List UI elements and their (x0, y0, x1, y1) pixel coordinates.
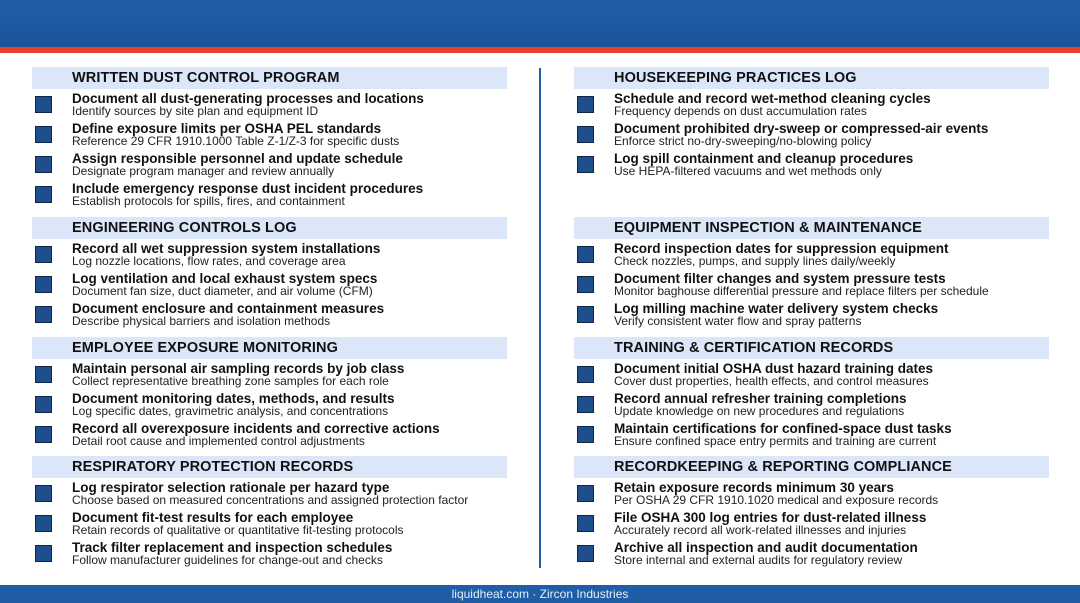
checkbox[interactable] (577, 246, 594, 263)
section-written-dust-control-program (32, 67, 507, 209)
section-respiratory-protection-records (32, 456, 507, 568)
checkbox[interactable] (35, 126, 52, 143)
checkbox[interactable] (35, 545, 52, 562)
checkbox[interactable] (35, 246, 52, 263)
checklist-item (32, 299, 507, 329)
checklist-item (574, 389, 1049, 419)
item-title: Maintain certifications for confined-space dust tasks (614, 421, 952, 436)
item-description: Cover dust properties, health effects, and control measures (614, 374, 929, 388)
checklist-item (574, 119, 1049, 149)
item-title: Document enclosure and containment measures (72, 301, 385, 316)
item-title: Maintain personal air sampling records by job class (72, 361, 405, 376)
checklist-item (574, 538, 1049, 568)
item-title: Log spill containment and cleanup procedures (614, 151, 914, 166)
checkbox[interactable] (35, 426, 52, 443)
section-housekeeping-practices-log (574, 67, 1049, 179)
checklist-item (32, 149, 507, 179)
checkbox[interactable] (577, 396, 594, 413)
checklist-item (32, 538, 507, 568)
checklist-item (574, 419, 1049, 449)
checklist-item (32, 119, 507, 149)
section-title: RESPIRATORY PROTECTION RECORDS (32, 456, 507, 478)
item-description: Log specific dates, gravimetric analysis, and concentrations (72, 404, 389, 418)
checklist-item (32, 508, 507, 538)
item-description: Identify sources by site plan and equipment ID (72, 104, 319, 118)
checkbox[interactable] (35, 186, 52, 203)
checklist-item (32, 389, 507, 419)
checklist-item (32, 419, 507, 449)
item-title: Track filter replacement and inspection schedules (72, 540, 393, 555)
item-title: Record inspection dates for suppression equipment (614, 241, 949, 256)
item-title: Record all wet suppression system installations (72, 241, 381, 256)
item-description: Update knowledge on new procedures and regulations (614, 404, 905, 418)
checklist-item (574, 478, 1049, 508)
checkbox[interactable] (577, 366, 594, 383)
checkbox[interactable] (577, 485, 594, 502)
checkbox[interactable] (35, 156, 52, 173)
item-title: Log milling machine water delivery system checks (614, 301, 939, 316)
checklist-item (574, 359, 1049, 389)
item-title: Retain exposure records minimum 30 years (614, 480, 894, 495)
item-description: Use HEPA-filtered vacuums and wet methods only (614, 164, 882, 178)
item-description: Ensure confined space entry permits and training are current (614, 434, 937, 448)
item-description: Follow manufacturer guidelines for change-out and checks (72, 553, 383, 567)
checkbox[interactable] (35, 485, 52, 502)
item-description: Describe physical barriers and isolation methods (72, 314, 331, 328)
checklist-item (574, 508, 1049, 538)
checkbox[interactable] (577, 156, 594, 173)
item-description: Designate program manager and review annually (72, 164, 335, 178)
item-title: Document initial OSHA dust hazard training dates (614, 361, 934, 376)
section-title: WRITTEN DUST CONTROL PROGRAM (32, 67, 507, 89)
item-description: Choose based on measured concentrations and assigned protection factor (72, 493, 469, 507)
checkbox[interactable] (577, 126, 594, 143)
top-header-band (0, 0, 1080, 47)
section-equipment-inspection-maintenance (574, 217, 1049, 329)
item-description: Enforce strict no-dry-sweeping/no-blowing policy (614, 134, 872, 148)
item-description: Reference 29 CFR 1910.1000 Table Z-1/Z-3 for specific dusts (72, 134, 400, 148)
checklist-item (32, 179, 507, 209)
checkbox[interactable] (35, 366, 52, 383)
item-description: Document fan size, duct diameter, and air volume (CFM) (72, 284, 373, 298)
footer-credit: liquidheat.com · Zircon Industries (0, 585, 1080, 603)
item-description: Check nozzles, pumps, and supply lines daily/weekly (614, 254, 896, 268)
checkbox[interactable] (35, 96, 52, 113)
section-employee-exposure-monitoring (32, 337, 507, 449)
checklist-item (574, 149, 1049, 179)
checkbox[interactable] (35, 396, 52, 413)
checkbox[interactable] (577, 426, 594, 443)
section-title: TRAINING & CERTIFICATION RECORDS (574, 337, 1049, 359)
checklist-item (574, 269, 1049, 299)
checkbox[interactable] (577, 306, 594, 323)
checklist-item (574, 89, 1049, 119)
column-divider (539, 68, 541, 568)
checklist-item (32, 239, 507, 269)
item-title: Log respirator selection rationale per hazard type (72, 480, 390, 495)
item-description: Accurately record all work-related illnesses and injuries (614, 523, 907, 537)
checkbox[interactable] (577, 96, 594, 113)
checkbox[interactable] (577, 276, 594, 293)
checkbox[interactable] (577, 545, 594, 562)
checkbox[interactable] (35, 306, 52, 323)
section-title: HOUSEKEEPING PRACTICES LOG (574, 67, 1049, 89)
checklist-item (32, 89, 507, 119)
item-title: Schedule and record wet-method cleaning cycles (614, 91, 931, 106)
checkbox[interactable] (577, 515, 594, 532)
item-title: Document fit-test results for each employee (72, 510, 354, 525)
item-description: Store internal and external audits for regulatory review (614, 553, 903, 567)
section-recordkeeping-reporting-compliance (574, 456, 1049, 568)
item-description: Establish protocols for spills, fires, and containment (72, 194, 345, 208)
item-title: Document prohibited dry-sweep or compressed-air events (614, 121, 989, 136)
item-description: Detail root cause and implemented control adjustments (72, 434, 365, 448)
checkbox[interactable] (35, 515, 52, 532)
checkbox[interactable] (35, 276, 52, 293)
header-accent-stripe (0, 47, 1080, 53)
item-title: Assign responsible personnel and update schedule (72, 151, 403, 166)
item-title: Record annual refresher training completions (614, 391, 907, 406)
section-engineering-controls-log (32, 217, 507, 329)
checklist-item (32, 478, 507, 508)
section-title: RECORDKEEPING & REPORTING COMPLIANCE (574, 456, 1049, 478)
section-title: EMPLOYEE EXPOSURE MONITORING (32, 337, 507, 359)
item-description: Retain records of qualitative or quantitative fit-testing protocols (72, 523, 404, 537)
item-title: Document all dust-generating processes and locations (72, 91, 424, 106)
checklist-item (32, 269, 507, 299)
section-title: ENGINEERING CONTROLS LOG (32, 217, 507, 239)
item-title: Define exposure limits per OSHA PEL standards (72, 121, 382, 136)
item-description: Monitor baghouse differential pressure and replace filters per schedule (614, 284, 989, 298)
item-description: Collect representative breathing zone samples for each role (72, 374, 389, 388)
section-training-certification-records (574, 337, 1049, 449)
item-title: File OSHA 300 log entries for dust-related illness (614, 510, 927, 525)
item-description: Frequency depends on dust accumulation rates (614, 104, 867, 118)
item-title: Archive all inspection and audit documentation (614, 540, 918, 555)
item-description: Per OSHA 29 CFR 1910.1020 medical and exposure records (614, 493, 939, 507)
item-title: Document monitoring dates, methods, and results (72, 391, 395, 406)
checklist-item (574, 239, 1049, 269)
checklist-item (32, 359, 507, 389)
checklist-item (574, 299, 1049, 329)
item-description: Verify consistent water flow and spray patterns (614, 314, 862, 328)
item-title: Include emergency response dust incident procedures (72, 181, 424, 196)
item-title: Document filter changes and system pressure tests (614, 271, 946, 286)
section-title: EQUIPMENT INSPECTION & MAINTENANCE (574, 217, 1049, 239)
item-description: Log nozzle locations, flow rates, and coverage area (72, 254, 346, 268)
item-title: Record all overexposure incidents and corrective actions (72, 421, 440, 436)
item-title: Log ventilation and local exhaust system specs (72, 271, 378, 286)
